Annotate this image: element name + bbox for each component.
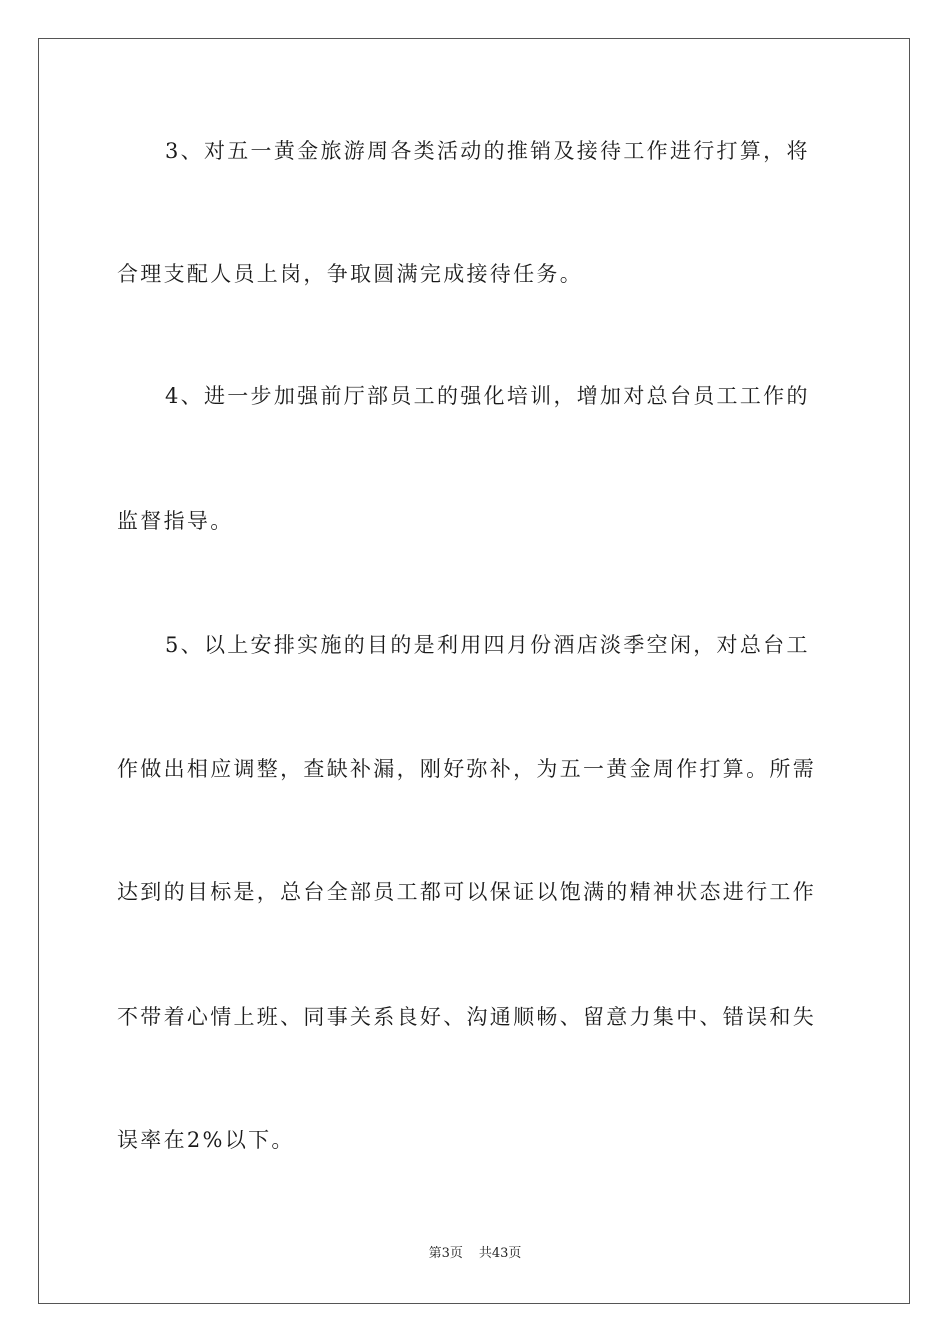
paragraph-5-line-5: 误率在2%以下。 xyxy=(117,1128,295,1152)
paragraph-4-line-1: 4、进一步加强前厅部员工的强化培训，增加对总台员工工作的 xyxy=(165,384,810,408)
paragraph-5-line-1: 5、以上安排实施的目的是利用四月份酒店淡季空闲，对总台工 xyxy=(165,633,810,657)
page-total: 共43页 xyxy=(478,1246,522,1261)
paragraph-5-line-2: 作做出相应调整，查缺补漏，刚好弥补，为五一黄金周作打算。所需 xyxy=(117,757,816,781)
page-footer xyxy=(0,1245,950,1263)
paragraph-5-line-3: 达到的目标是，总台全部员工都可以保证以饱满的精神状态进行工作 xyxy=(117,880,816,904)
page-number: 第3页 xyxy=(428,1246,463,1261)
paragraph-3-line-1: 3、对五一黄金旅游周各类活动的推销及接待工作进行打算，将 xyxy=(165,139,810,163)
paragraph-5-line-4: 不带着心情上班、同事关系良好、沟通顺畅、留意力集中、错误和失 xyxy=(117,1005,816,1029)
page-frame xyxy=(38,38,910,1304)
paragraph-3-line-2: 合理支配人员上岗，争取圆满完成接待任务。 xyxy=(117,262,583,286)
paragraph-4-line-2: 监督指导。 xyxy=(117,509,234,533)
